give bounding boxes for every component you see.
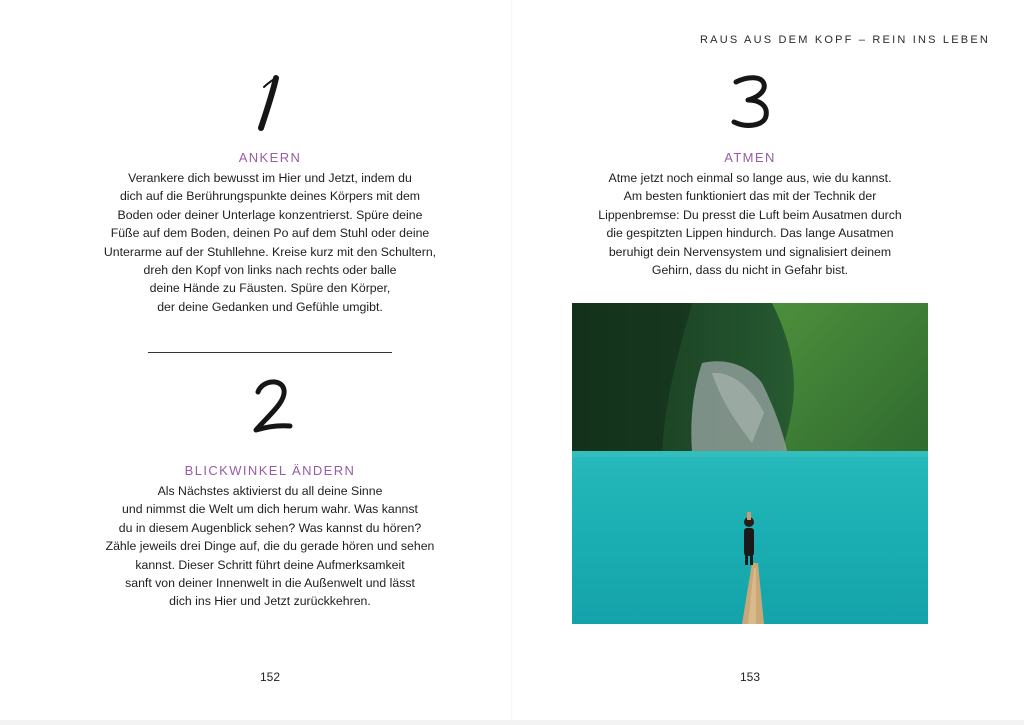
numeral-one [240, 70, 300, 140]
body-line: und nimmst die Welt um dich herum wahr. Was kannst [122, 502, 418, 517]
person-body [744, 528, 754, 556]
section-body-blickwinkel [70, 482, 470, 611]
body-line: sanft von deiner Innenwelt in die Außenwelt und lässt [125, 576, 415, 591]
person-leg-left [745, 555, 748, 565]
body-line: Boden oder deiner Unterlage konzentrierst. Spüre deine [117, 207, 423, 222]
running-head: RAUS AUS DEM KOPF – REIN INS LEBEN [700, 34, 990, 46]
section-body-atmen [550, 169, 950, 279]
body-line: du in diesem Augenblick sehen? Was kannst du hören? [118, 520, 422, 535]
page-gutter [511, 0, 513, 725]
page-number-right: 153 [739, 670, 761, 684]
right-forest-slope [772, 303, 928, 453]
person-leg-right [750, 555, 753, 565]
body-line: dich ins Hier und Jetzt zurückkehren. [169, 594, 371, 609]
section-heading-atmen: ATMEN [724, 150, 776, 165]
body-line: Unterarme auf der Stuhllehne. Kreise kurz mit den Schultern, [103, 244, 437, 259]
section-heading-ankern: ANKERN [238, 150, 302, 165]
numeral-three [722, 68, 782, 138]
body-line: Gehirn, dass du nicht in Gefahr bist. [651, 263, 849, 278]
section-body-ankern [70, 169, 470, 316]
section-divider [148, 352, 392, 353]
body-line: dich auf die Berührungspunkte deines Körpers mit dem [119, 189, 421, 204]
body-line: Als Nächstes aktivierst du all deine Sinne [157, 484, 383, 498]
body-line: Atme jetzt noch einmal so lange aus, wie du kannst. [608, 171, 892, 185]
body-line: die gespitzten Lippen hindurch. Das lange Ausatmen [606, 226, 894, 241]
body-line: dreh den Kopf von links nach rechts oder balle [143, 263, 397, 278]
lake-photo [572, 303, 928, 624]
page-number-left: 152 [259, 670, 281, 684]
body-line: deine Hände zu Fäusten. Spüre den Körper, [149, 281, 391, 296]
body-line: der deine Gedanken und Gefühle umgibt. [157, 299, 383, 314]
body-line: Am besten funktioniert das mit der Technik der [623, 189, 877, 204]
body-line: kannst. Dieser Schritt führt deine Aufmerksamkeit [135, 557, 405, 572]
body-line: Füße auf dem Boden, deinen Po auf dem Stuhl oder deine [110, 226, 430, 241]
page-edge [0, 720, 1024, 725]
body-line: Verankere dich bewusst im Hier und Jetzt, indem du [128, 171, 412, 185]
body-line: Zähle jeweils drei Dinge auf, die du gerade hören und sehen [105, 539, 435, 554]
body-line: beruhigt dein Nervensystem und signalisiert deinem [608, 244, 892, 259]
person-arms-raised [747, 512, 751, 520]
body-line: Lippenbremse: Du presst die Luft beim Ausatmen durch [598, 207, 902, 222]
numeral-two [242, 372, 302, 442]
section-heading-blickwinkel: BLICKWINKEL ÄNDERN [184, 463, 356, 478]
shore-reflection [572, 451, 928, 457]
